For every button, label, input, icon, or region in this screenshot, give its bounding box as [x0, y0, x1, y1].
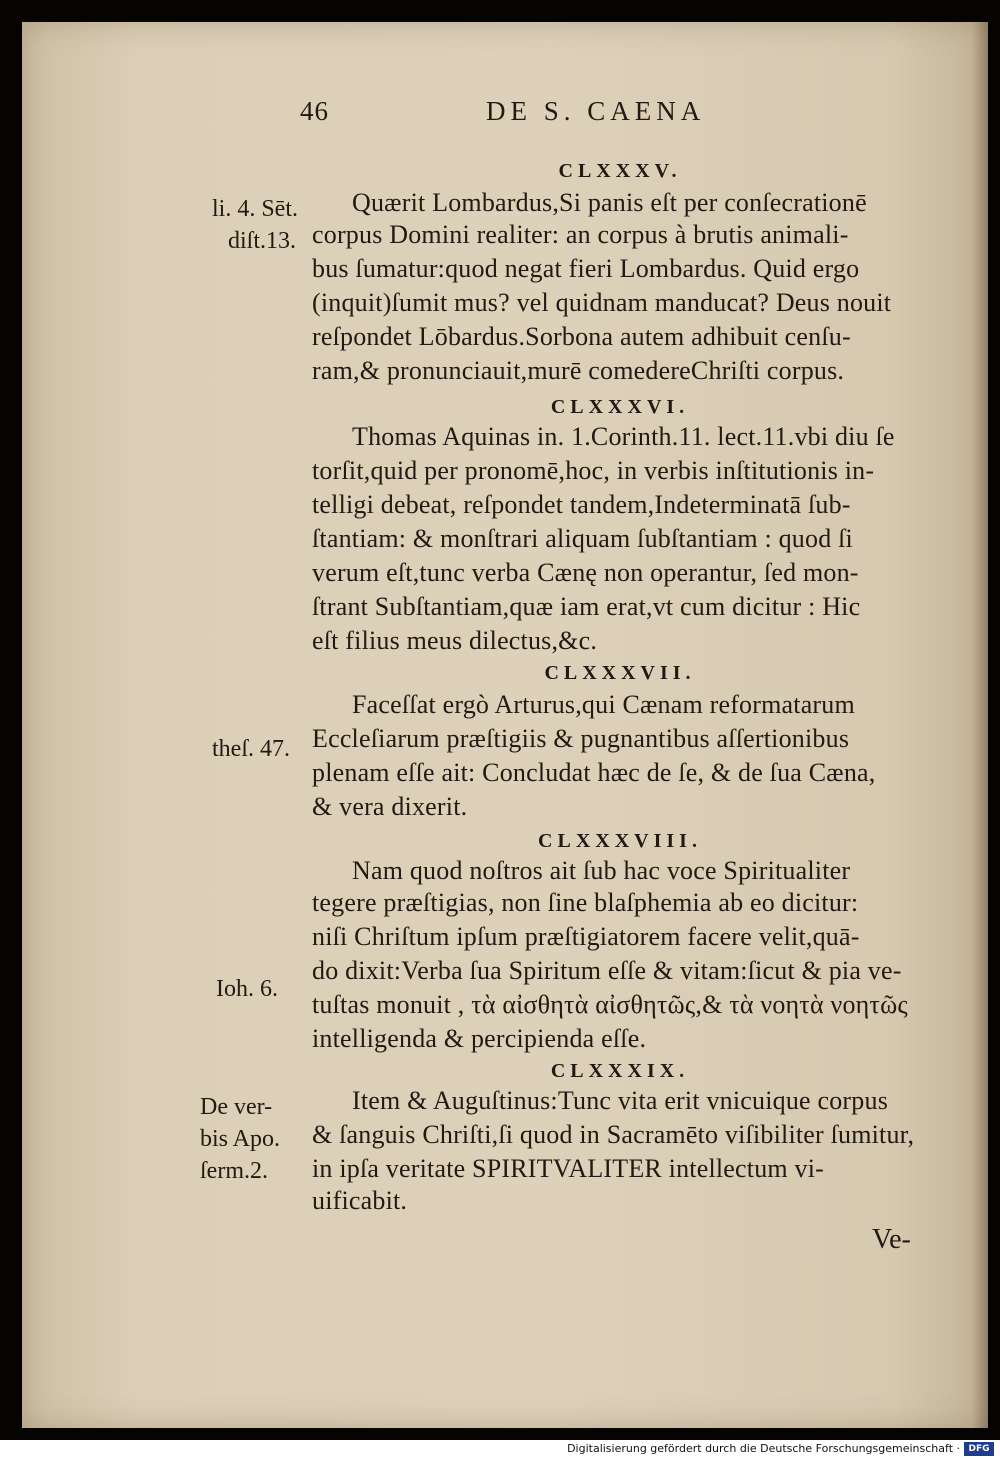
text-line: reſpondet Lōbardus.Sorbona autem adhibuit cenſu- — [312, 322, 851, 351]
text-line: do dixit:Verba ſua Spiritum eſſe & vitam:ſicut & pia ve- — [312, 956, 902, 985]
running-head — [300, 96, 705, 127]
text-line: Thomas Aquinas in. 1.Corinth.11. lect.11.vbi diu ſe — [352, 422, 895, 451]
text-line: Nam quod noſtros ait ſub hac voce Spiritualiter — [352, 856, 851, 885]
text-line: Item & Auguſtinus:Tunc vita erit vnicuique corpus — [352, 1086, 889, 1115]
margin-note: diſt.13. — [228, 228, 297, 254]
margin-note: ſerm.2. — [200, 1158, 268, 1184]
section-heading: CLXXXVI. — [550, 396, 690, 418]
text-line: (inquit)ſumit mus? vel quidnam manducat? Deus nouit — [312, 288, 892, 317]
margin-note: Ioh. 6. — [216, 976, 278, 1002]
funding-notice: Digitalisierung gefördert durch die Deutsche Forschungsgemeinschaft · — [567, 1442, 960, 1455]
text-line: niſi Chriſtum ipſum præſtigiatorem facere velit,quā- — [312, 922, 860, 951]
running-title: DE S. CAENA — [486, 96, 706, 126]
margin-note: De ver- — [200, 1094, 273, 1120]
text-line: torſit,quid per pronomē,hoc, in verbis inſtitutionis in- — [312, 456, 875, 485]
section-heading: CLXXXVII. — [544, 662, 696, 684]
text-line: intelligenda & percipienda eſſe. — [312, 1024, 647, 1053]
text-line: & vera dixerit. — [312, 792, 468, 821]
text-line: ſtantiam: & monſtrari aliquam ſubſtantiam : quod ſi — [312, 524, 853, 553]
section-heading: CLXXXVIII. — [538, 830, 702, 852]
text-line: Quærit Lombardus,Si panis eſt per conſecrationē — [352, 188, 867, 217]
text-line: plenam eſſe ait: Concludat hæc de ſe, & de ſua Cæna, — [312, 758, 876, 787]
text-line: bus ſumatur:quod negat fieri Lombardus. Quid ergo — [312, 254, 860, 283]
catchword: Ve- — [872, 1224, 911, 1255]
section-heading: CLXXXV. — [558, 160, 682, 182]
text-line: ram,& pronunciauit,murē comedereChriſti corpus. — [312, 356, 845, 385]
text-line: & ſanguis Chriſti,ſi quod in Sacramēto viſibiliter ſumitur, — [312, 1120, 915, 1149]
page-edge-shadow — [972, 22, 988, 1428]
text-line: corpus Domini realiter: an corpus à brutis animali- — [312, 220, 849, 249]
text-line: verum eſt,tunc verba Cænę non operantur, ſed mon- — [312, 558, 859, 587]
section-heading: CLXXXIX. — [550, 1060, 690, 1082]
dfg-logo: DFG — [964, 1442, 994, 1456]
text-line: Faceſſat ergò Arturus,qui Cænam reformatarum — [352, 690, 855, 719]
margin-note: bis Apo. — [200, 1126, 281, 1152]
footer-bar — [0, 1440, 1000, 1459]
text-line: in ipſa veritate SPIRITVALITER intellectum vi- — [312, 1154, 825, 1183]
page-number: 46 — [300, 96, 329, 126]
text-line: telligi debeat, reſpondet tandem,Indeterminatā ſub- — [312, 490, 851, 519]
text-line: uificabit. — [312, 1186, 408, 1215]
text-line: ſtrant Subſtantiam,quæ iam erat,vt cum dicitur : Hic — [312, 592, 861, 621]
text-line: tegere præſtigias, non ſine blaſphemia ab eo dicitur: — [312, 888, 859, 917]
text-line: eſt filius meus dilectus,&c. — [312, 626, 598, 655]
text-line: Eccleſiarum præſtigiis & pugnantibus aſſertionibus — [312, 724, 850, 753]
margin-note: li. 4. Sēt. — [212, 196, 299, 222]
text-line: tuſtas monuit , τὰ αἰσθητὰ αἰσθητῶς,& τὰ νοητὰ νοητῶς — [312, 990, 908, 1019]
margin-note: theſ. 47. — [212, 736, 290, 762]
